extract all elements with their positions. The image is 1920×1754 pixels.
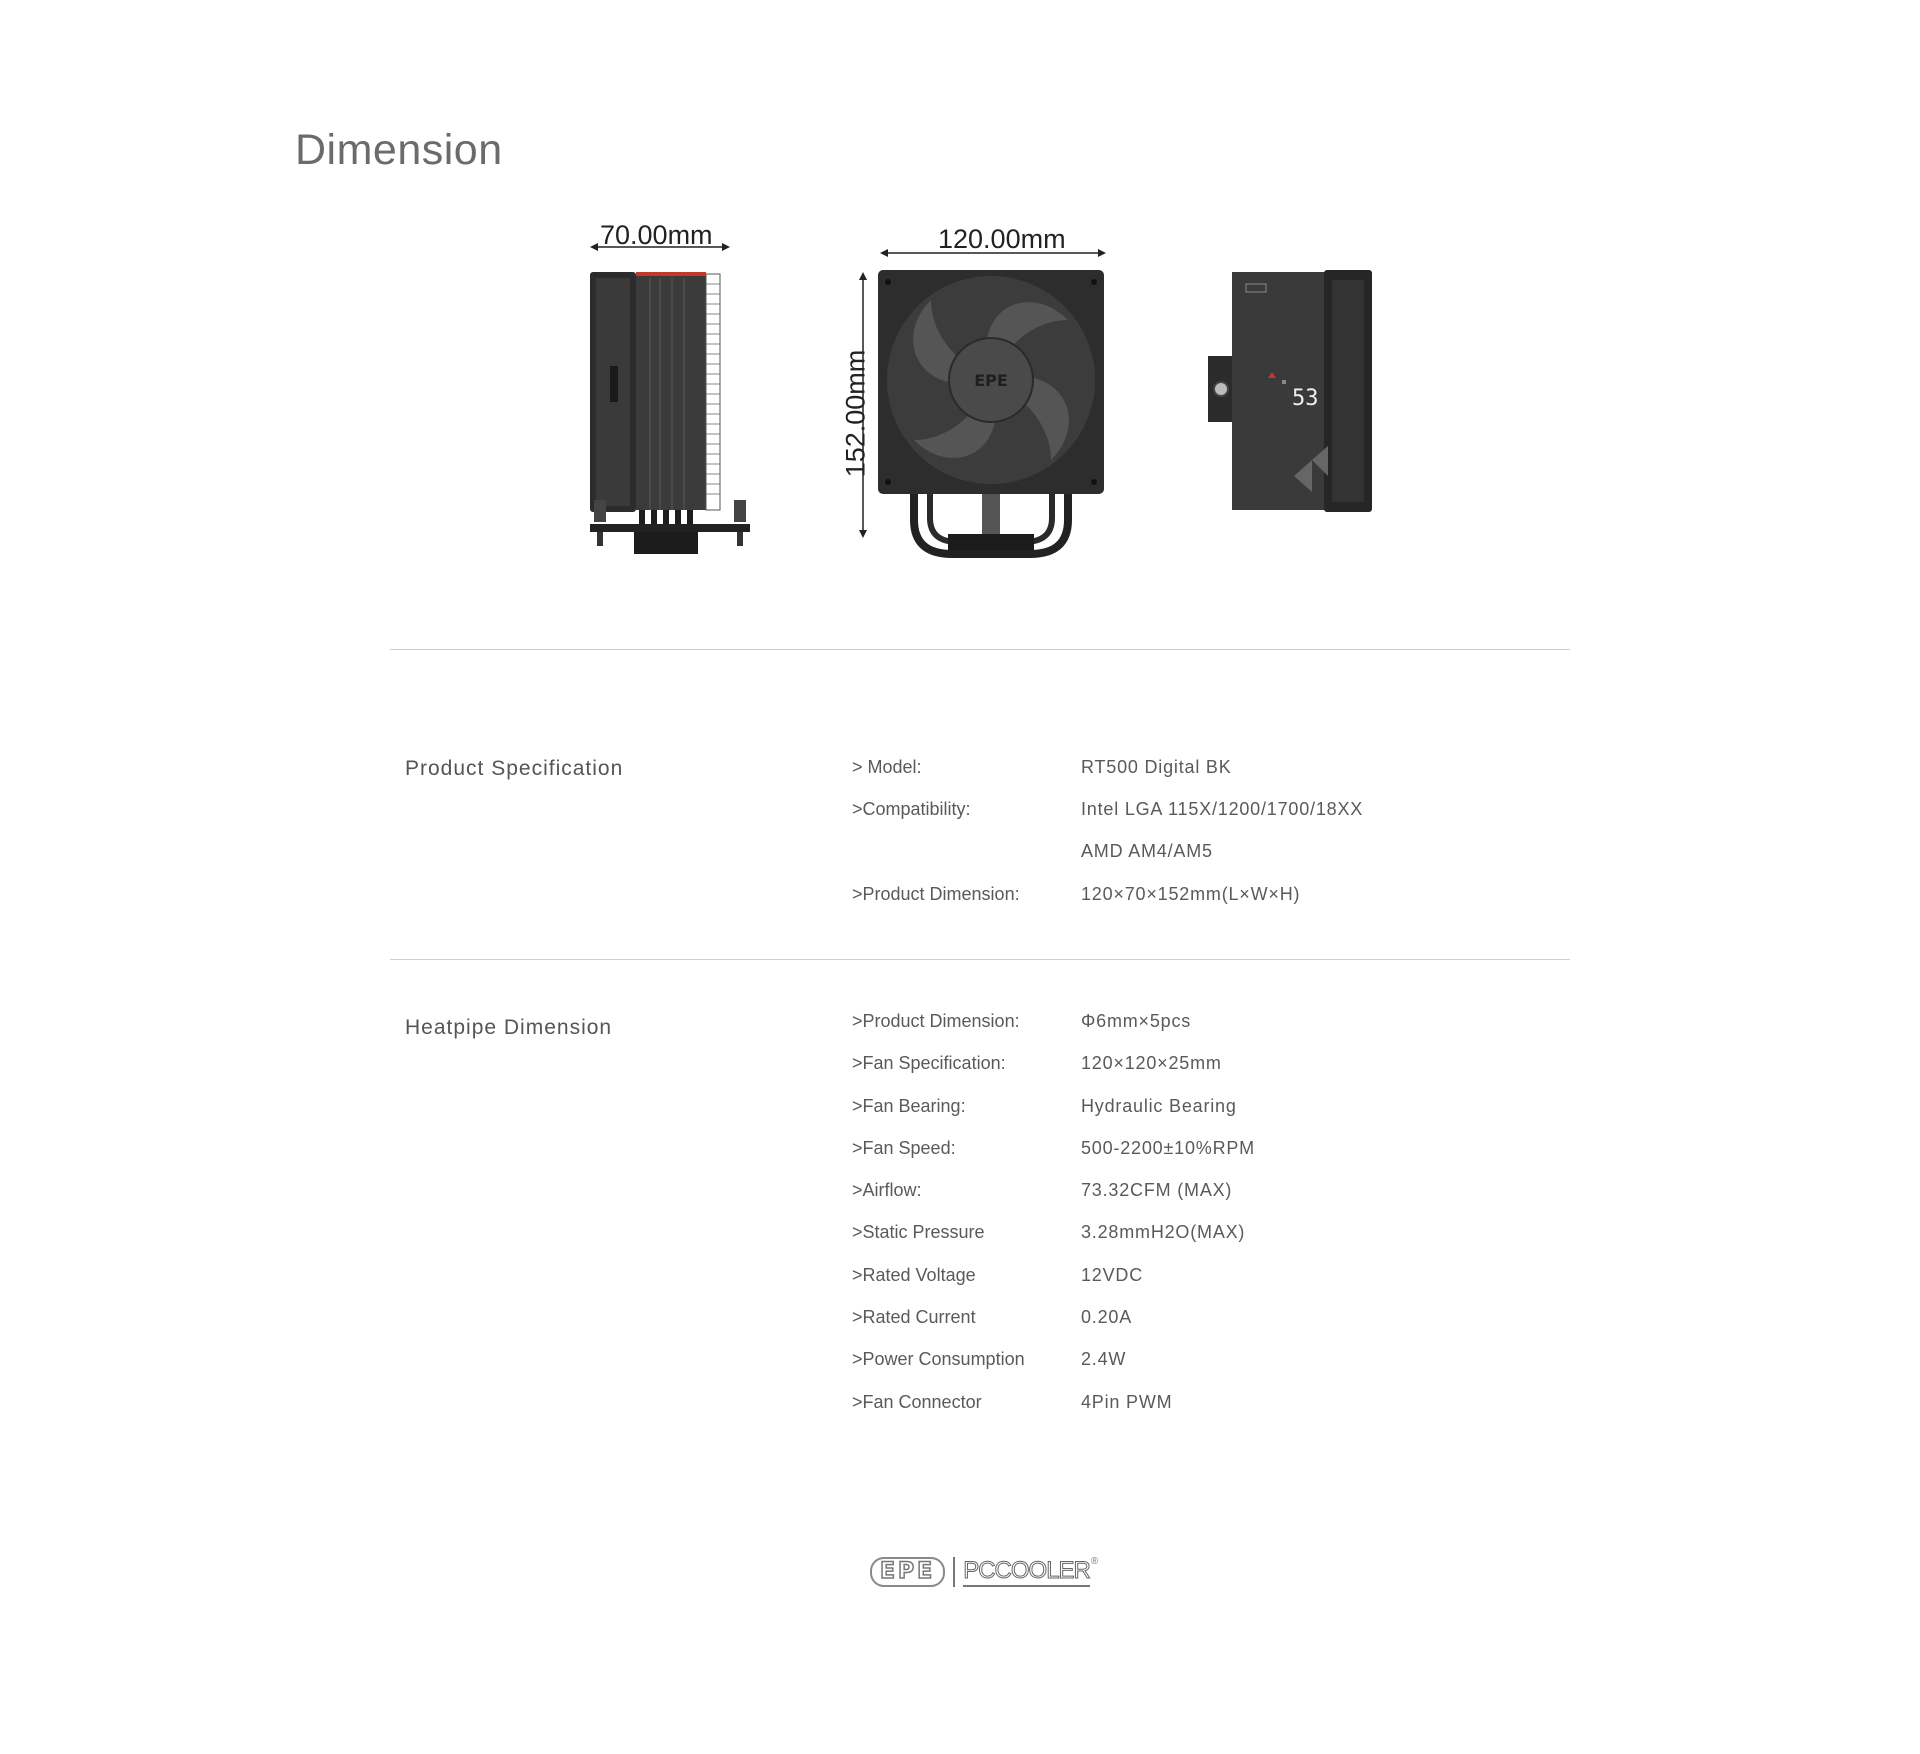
spec-value: 3.28mmH2O(MAX)	[1081, 1222, 1246, 1242]
spec-value: 4Pin PWM	[1081, 1392, 1173, 1412]
registered-mark: ®	[1090, 1556, 1099, 1567]
fan-hub-logo: EPE	[974, 371, 1008, 390]
cooler-side-view-image	[588, 270, 752, 556]
spec-label: >Static Pressure	[852, 1222, 985, 1242]
cooler-top-view-image	[1208, 270, 1376, 514]
spec-label: >Rated Voltage	[852, 1265, 976, 1285]
width-dimension-arrow	[590, 240, 730, 254]
spec-label: >Fan Specification:	[852, 1053, 1006, 1073]
spec-label: >Compatibility:	[852, 799, 971, 819]
spec-label: >Product Dimension:	[852, 1011, 1020, 1031]
logo-divider	[953, 1557, 955, 1587]
spec-label: > Model:	[852, 757, 922, 777]
spec-label: >Fan Speed:	[852, 1138, 956, 1158]
pccooler-logo-text: PCCOOLER	[963, 1557, 1090, 1587]
spec-value: Hydraulic Bearing	[1081, 1096, 1237, 1116]
width-dimension-label: 70.00mm	[600, 220, 713, 250]
product-specification-title: Product Specification	[405, 757, 624, 780]
spec-label: >Product Dimension:	[852, 884, 1020, 904]
section-divider	[390, 649, 1570, 650]
cooler-front-view-image	[878, 270, 1104, 556]
footer-logo	[870, 1556, 1098, 1588]
page-title: Dimension	[295, 126, 503, 174]
epe-logo-mark: EPE	[870, 1557, 945, 1587]
spec-value: Φ6mm×5pcs	[1081, 1011, 1192, 1031]
spec-value: 2.4W	[1081, 1349, 1127, 1369]
spec-value: RT500 Digital BK	[1081, 757, 1232, 777]
length-dimension-arrow	[880, 246, 1106, 260]
spec-value: AMD AM4/AM5	[1081, 841, 1213, 861]
spec-value: 0.20A	[1081, 1307, 1133, 1327]
spec-value: 500-2200±10%RPM	[1081, 1138, 1255, 1158]
spec-value: Intel LGA 115X/1200/1700/18XX	[1081, 799, 1364, 819]
height-dimension-label: 152.00mm	[840, 349, 871, 478]
spec-label: >Fan Connector	[852, 1392, 982, 1412]
spec-label: >Airflow:	[852, 1180, 922, 1200]
length-dimension-label: 120.00mm	[938, 224, 1066, 254]
spec-value: 12VDC	[1081, 1265, 1144, 1285]
heatpipe-dimension-title: Heatpipe Dimension	[405, 1016, 613, 1039]
spec-label: >Fan Bearing:	[852, 1096, 966, 1116]
spec-label: >Power Consumption	[852, 1349, 1025, 1369]
spec-value: 120×120×25mm	[1081, 1053, 1222, 1073]
spec-value: 73.32CFM (MAX)	[1081, 1180, 1233, 1200]
height-dimension-arrow	[856, 272, 870, 538]
spec-label: >Rated Current	[852, 1307, 976, 1327]
spec-value: 120×70×152mm(L×W×H)	[1081, 884, 1301, 904]
section-divider	[390, 959, 1570, 960]
digital-temperature-display: 53	[1292, 386, 1319, 411]
